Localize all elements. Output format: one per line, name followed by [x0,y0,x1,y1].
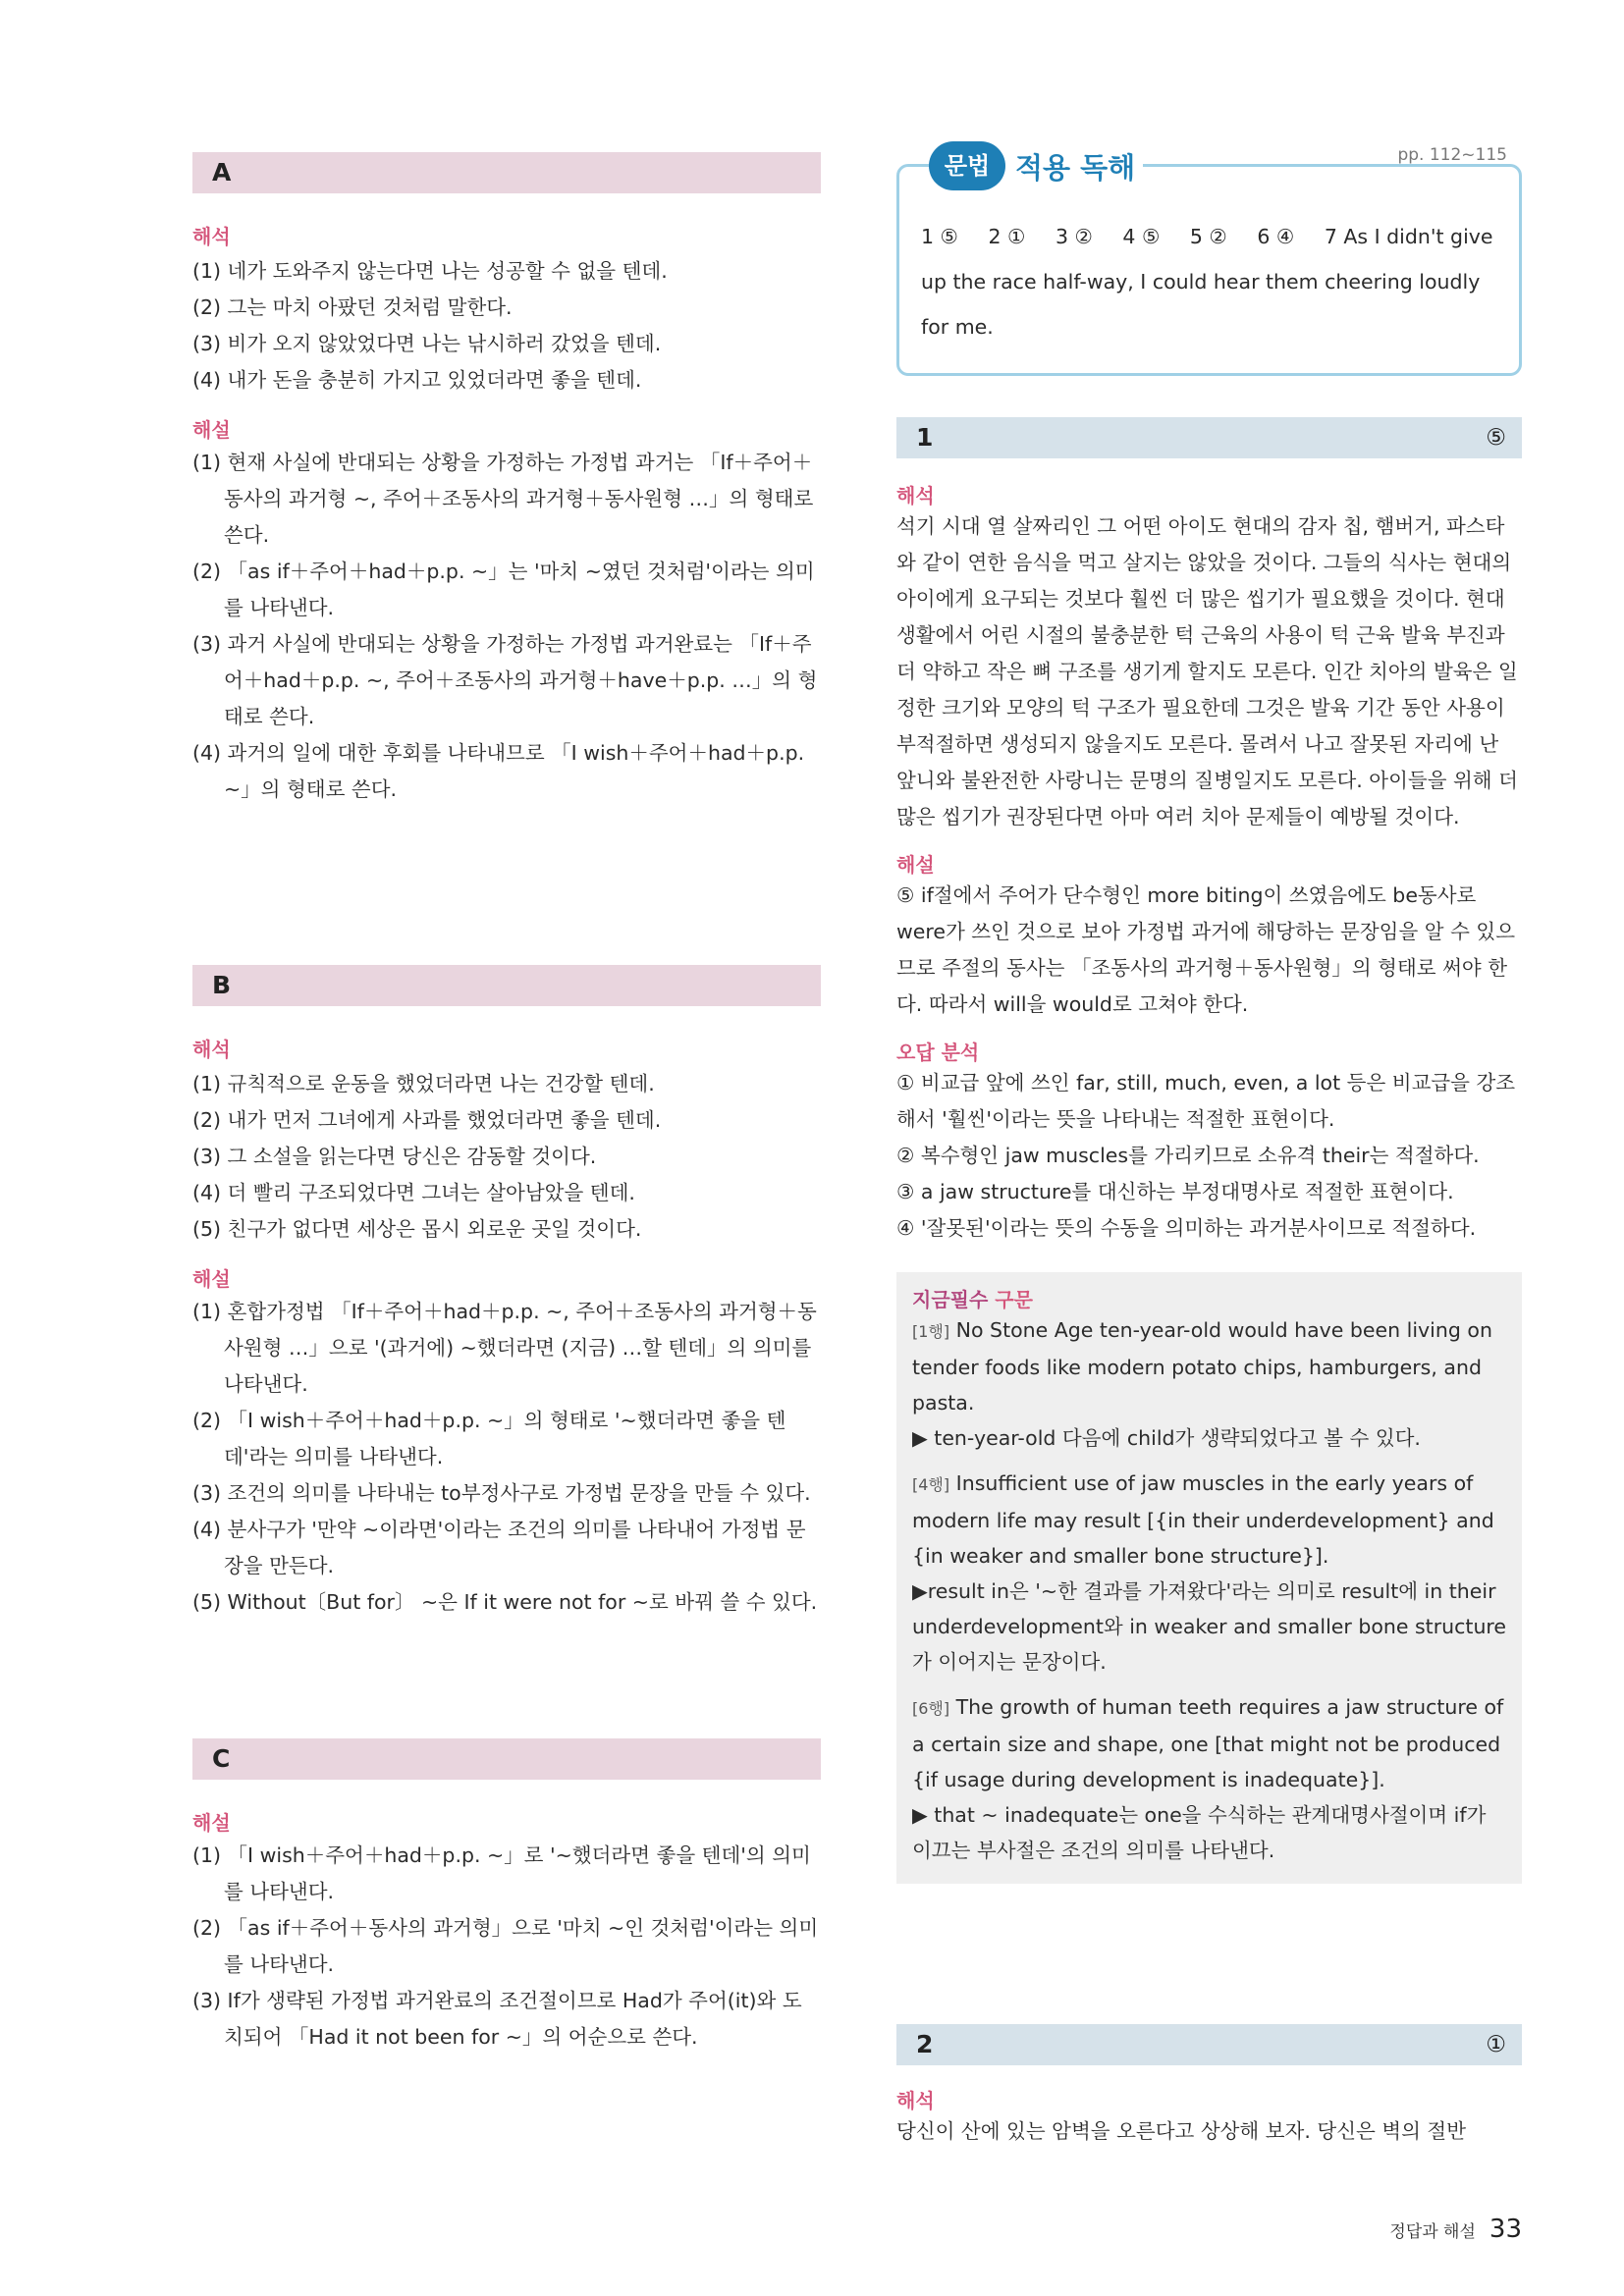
section-b-explanation-item: (1) 혼합가정법 「If＋주어＋had＋p.p. ~, 주어＋조동사의 과거형＋동사원형 …」으로 '(과거에) ~했더라면 (지금) …할 텐데」의 의미를 나타낸다. [192,1300,817,1396]
key-syntax-title-a: 지금필수 [912,1288,989,1311]
page-footer [1389,2215,1522,2244]
question-2-answer: ① [1486,2032,1506,2057]
question-1-number: 1 [916,423,934,452]
q1-translation: 석기 시대 열 살짜리인 그 어떤 아이도 현대의 감자 칩, 햄버거, 파스타와 같이 연한 음식을 먹고 살지는 않았을 것이다. 그들의 식사는 현대의 아이에게 요구되는 것보다 훨씬 더 많은 씹기가 필요했을 것이다. 현대 생활에서 어린 시절의 불충분한 턱 근육의 사용이 턱 근육 발육 부진과 더 약하고 작은 뼈 구조를 생기게 할지도 모른다. 인간 치아의 발육은 일정한 크기와 모양의 턱 구조가 필요한데 그것은 발육 기간 동안 사용이 부적절하면 생성되지 않을지도 모른다. 몰려서 나고 잘못된 자리에 난 앞니와 불완전한 사랑니는 문명의 질병일지도 모른다. 아이들을 위해 더 많은 씹기가 권장된다면 아마 여러 치아 문제들이 예방될 것이다. [896,514,1518,828]
q2-translation-label: 해석 [896,2089,935,2112]
section-c-header: C [192,1738,821,1780]
section-a-translation-item: (4) 내가 돈을 충분히 가지고 있었더라면 좋을 텐데. [192,368,642,392]
section-b-explanation-item: (5) Without〔But for〕 ~은 If it were not for ~로 바꿔 쓸 수 있다. [192,1590,818,1614]
section-a-explanation-item: (3) 과거 사실에 반대되는 상황을 가정하는 가정법 과거완료는 「If＋주어＋had＋p.p. ~, 주어＋조동사의 과거형＋have＋p.p. …」의 형태로 쓴다. [192,632,818,728]
section-b-translation-item: (3) 그 소설을 읽는다면 당신은 감동할 것이다. [192,1145,597,1168]
key-syntax-sentence [912,1466,1508,1574]
section-b-translation-item: (1) 규칙적으로 운동을 했었더라면 나는 건강할 텐데. [192,1072,655,1095]
section-a-translation-item: (3) 비가 오지 않았었다면 나는 낚시하러 갔었을 텐데. [192,332,662,355]
q1-explanation: ⑤ if절에서 주어가 단수형인 more biting이 쓰였음에도 be동사로 were가 쓰인 것으로 보아 가정법 과거에 해당하는 문장임을 알 수 있으므로 주절의 동사는 「조동사의 과거형＋동사원형」의 형태로 써야 한다. 따라서 will을 would로 고쳐야 한다. [896,883,1516,1016]
section-a-translation-item: (1) 네가 도와주지 않는다면 나는 성공할 수 없을 텐데. [192,259,668,283]
section-b-explanation-item: (4) 분사구가 '만약 ~이라면'이라는 조건의 의미를 나타내어 가정법 문장을 만든다. [192,1518,806,1577]
section-b-explanation-label: 해설 [192,1267,231,1291]
section-b-explanation-item: (3) 조건의 의미를 나타내는 to부정사구로 가정법 문장을 만들 수 있다. [192,1481,811,1505]
section-a-translation-label: 해석 [192,225,231,248]
question-1-answer: ⑤ [1486,425,1506,451]
page-range: pp. 112~115 [1397,145,1507,165]
section-a-translation-item: (2) 그는 마치 아팠던 것처럼 말한다. [192,295,513,319]
key-syntax-note: ▶ that ~ inadequate는 one을 수식하는 관계대명사절이며 if가 이끄는 부사절은 조건의 의미를 나타낸다. [912,1803,1487,1862]
section-b-translation-item: (2) 내가 먼저 그녀에게 사과를 했었더라면 좋을 텐데. [192,1108,662,1132]
key-syntax-box [896,1272,1522,1884]
answer-item-7: 7 As I didn't give up the race half-way, I could hear them cheering loudly for me. [921,225,1493,339]
key-sentence-text: No Stone Age ten-year-old would have been living on tender foods like modern potato chips, hamburgers, and pasta. [912,1318,1492,1415]
grammar-title: 적용 독해 [1015,150,1136,185]
grammar-answer-box [896,145,1522,376]
section-a-explanation-item: (1) 현재 사실에 반대되는 상황을 가정하는 가정법 과거는 「If＋주어＋동사의 과거형 ~, 주어＋조동사의 과거형＋동사원형 …」의 형태로 쓴다. [192,451,814,547]
key-syntax-title [912,1284,1508,1312]
section-a-header: A [192,152,821,193]
line-tag: [1행] [912,1322,950,1341]
answer-item: 6 ④ [1257,225,1295,248]
q1-wrong-item: ② 복수형인 jaw muscles를 가리키므로 소유격 their는 적절하다. [896,1144,1480,1167]
answer-item: 3 ② [1055,225,1093,248]
section-a-explanation-item: (4) 과거의 일에 대한 후회를 나타내므로 「I wish＋주어＋had＋p.p. ~」의 형태로 쓴다. [192,741,805,801]
section-a-explanation-item: (2) 「as if＋주어＋had＋p.p. ~」는 '마치 ~였던 것처럼'이라는 의미를 나타낸다. [192,560,815,619]
section-b-translation-label: 해석 [192,1038,231,1061]
section-c-explanation-item: (2) 「as if＋주어＋동사의 과거형」으로 '마치 ~인 것처럼'이라는 의미를 나타낸다. [192,1916,819,1976]
section-b-header: B [192,965,821,1006]
question-1-header [896,417,1522,458]
q1-wrong-item: ④ '잘못된'이라는 뜻의 수동을 의미하는 과거분사이므로 적절하다. [896,1216,1477,1240]
question-2-block [896,2024,1522,2150]
q2-translation: 당신이 산에 있는 암벽을 오른다고 상상해 보자. 당신은 벽의 절반 [896,2119,1467,2143]
q1-translation-label: 해석 [896,484,935,507]
question-2-header [896,2024,1522,2065]
line-tag: [4행] [912,1475,950,1494]
footer-text: 정답과 해설 [1389,2222,1476,2242]
key-syntax-note: ▶ ten-year-old 다음에 child가 생략되었다고 볼 수 있다. [912,1426,1421,1450]
section-b-explanation-item: (2) 「I wish＋주어＋had＋p.p. ~」의 형태로 '~했더라면 좋을 텐데'라는 의미를 나타낸다. [192,1409,786,1468]
question-2-number: 2 [916,2030,934,2058]
line-tag: [6행] [912,1699,950,1718]
answer-item: 4 ⑤ [1122,225,1161,248]
key-syntax-title-b: 구문 [995,1288,1033,1311]
key-sentence-text: The growth of human teeth requires a jaw structure of a certain size and shape, one [that might not be produced {if usage during development is inadequate}]. [912,1695,1504,1791]
answer-item: 5 ② [1189,225,1227,248]
section-b-translation-item: (4) 더 빨리 구조되었다면 그녀는 살아남았을 텐데. [192,1181,635,1204]
section-c-explanation-item: (3) If가 생략된 가정법 과거완료의 조건절이므로 Had가 주어(it)와 도치되어 「Had it not been for ~」의 어순으로 쓴다. [192,1989,802,2049]
q1-wrong-analysis-label: 오답 분석 [896,1041,980,1064]
left-column [192,152,821,2056]
key-syntax-sentence [912,1312,1508,1420]
section-c-explanation-item: (1) 「I wish＋주어＋had＋p.p. ~」로 '~했더라면 좋을 텐데'의 의미를 나타낸다. [192,1843,811,1903]
page-number: 33 [1489,2215,1522,2244]
answer-item: 1 ⑤ [921,225,958,248]
key-syntax-note: ▶result in은 '~한 결과를 가져왔다'라는 의미로 result에 in their underdevelopment와 in weaker and smaller bone structure가 이어지는 문장이다. [912,1579,1507,1674]
q1-explanation-label: 해설 [896,853,935,877]
section-c-explanation-label: 해설 [192,1811,231,1835]
grammar-title-group [929,141,1143,190]
grammar-answers [921,214,1500,349]
key-sentence-text: Insufficient use of jaw muscles in the early years of modern life may result [{in their underdevelopment} and {in weaker and smaller bone structure}]. [912,1471,1494,1568]
q1-wrong-item: ① 비교급 앞에 쓰인 far, still, much, even, a lot 등은 비교급을 강조해서 '훨씬'이라는 뜻을 나타내는 적절한 표현이다. [896,1071,1516,1131]
right-column [896,145,1522,1884]
grammar-badge: 문법 [929,141,1005,190]
key-syntax-sentence [912,1689,1508,1797]
q1-wrong-item: ③ a jaw structure를 대신하는 부정대명사로 적절한 표현이다. [896,1180,1454,1203]
answer-item: 2 ① [988,225,1026,248]
section-b-translation-item: (5) 친구가 없다면 세상은 몹시 외로운 곳일 것이다. [192,1217,642,1241]
section-a-explanation-label: 해설 [192,418,231,442]
